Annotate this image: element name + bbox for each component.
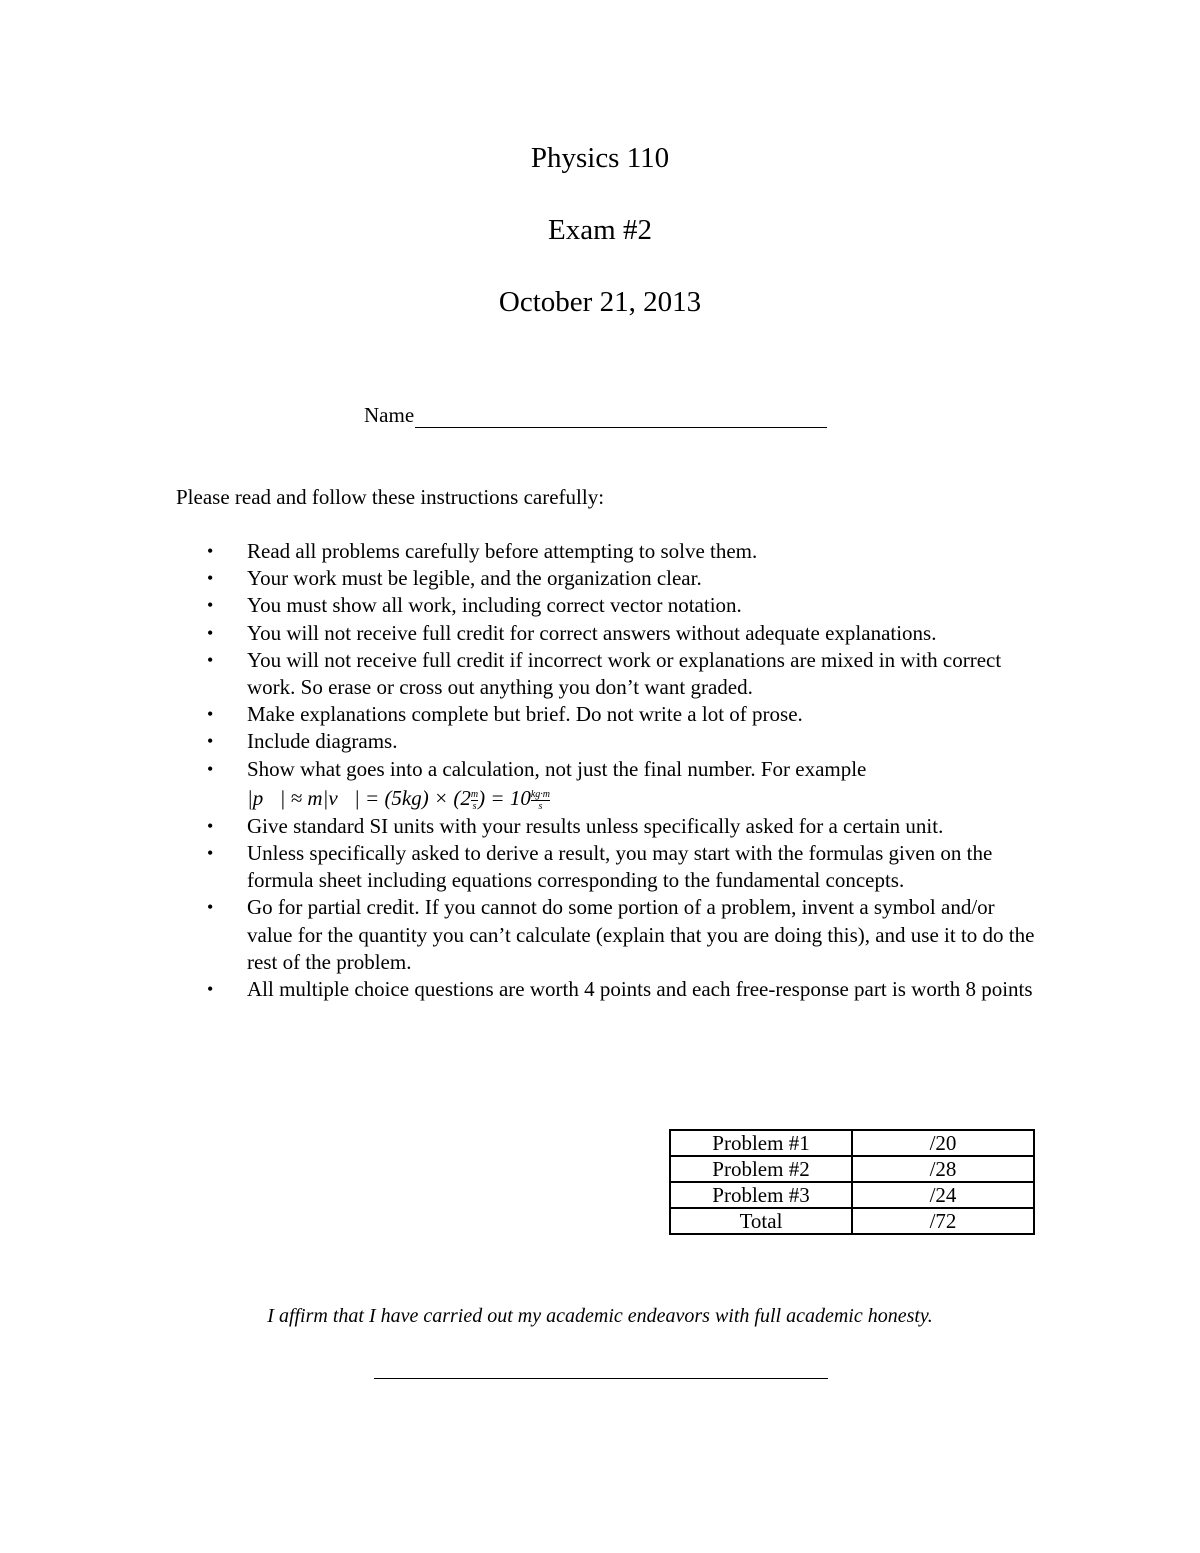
total-score-cell[interactable]: /72 <box>852 1208 1034 1234</box>
problem-label: Problem #3 <box>670 1182 852 1208</box>
list-item: • Give standard SI units with your results unless specifically asked for a certain unit. <box>207 813 1037 840</box>
list-item: • Unless specifically asked to derive a result, you may start with the formulas given on the formula sheet including equations corresponding to the fundamental concepts. <box>207 841 993 893</box>
bullet-icon: • <box>207 758 214 779</box>
bullet-icon: • <box>207 568 214 589</box>
score-cell[interactable]: /28 <box>852 1156 1034 1182</box>
bullet-icon: • <box>207 815 214 836</box>
bullet-icon: • <box>207 979 214 1000</box>
list-item: • Go for partial credit. If you cannot do some portion of a problem, invent a symbol and/or value for the quantity you can’t calculate (explain that you are doing this), and use it to do the rest of the problem. <box>207 895 1035 974</box>
list-item: • You will not receive full credit for correct answers without adequate explanations. <box>207 620 1037 647</box>
name-field <box>364 403 827 428</box>
instructions-intro: Please read and follow these instructions carefully: <box>176 485 605 509</box>
course-title: Physics 110 <box>530 142 670 174</box>
unit-fraction-m-per-s: $\frac{m}{s}$ <box>470 788 479 812</box>
name-blank-line[interactable] <box>415 403 827 428</box>
exam-date: October 21, 2013 <box>498 286 702 318</box>
total-label: Total <box>670 1208 852 1234</box>
table-row <box>670 1208 1034 1234</box>
honesty-affirmation: I affirm that I have carried out my academic endeavors with full academic honesty. <box>267 1305 933 1327</box>
list-item: • Your work must be legible, and the organization clear. <box>207 565 1037 592</box>
list-item: • All multiple choice questions are worth 4 points and each free-response part is worth 8 points <box>207 976 1037 1003</box>
bullet-icon: • <box>207 595 214 616</box>
list-item: • Show what goes into a calculation, not just the final number. For example |p⃗| ≈ m|v⃗| = (5kg) × (2 $\frac{m}{s}$ ) = 10 $\frac{kg\cdot m}{s}$ <box>207 756 1037 813</box>
instructions-list <box>207 538 1037 1003</box>
bullet-icon: • <box>207 649 214 670</box>
signature-line[interactable] <box>374 1378 828 1379</box>
list-item: • You will not receive full credit if incorrect work or explanations are mixed in with correct work. So erase or cross out anything you don’t want graded. <box>207 647 1002 700</box>
list-item: • Include diagrams. <box>207 728 1037 755</box>
exam-title: Exam #2 <box>548 214 652 246</box>
table-row <box>670 1130 1034 1156</box>
problem-label: Problem #1 <box>670 1130 852 1156</box>
bullet-icon: • <box>207 541 214 561</box>
bullet-icon: • <box>207 622 214 643</box>
problem-label: Problem #2 <box>670 1156 852 1182</box>
list-item: • You must show all work, including correct vector notation. <box>207 592 1037 619</box>
list-item: • Read all problems carefully before attempting to solve them. <box>207 538 1037 565</box>
table-row <box>670 1156 1034 1182</box>
unit-fraction-kgm-per-s: $\frac{kg\cdot m}{s}$ <box>530 788 550 812</box>
bullet-icon: • <box>207 731 214 752</box>
bullet-icon: • <box>207 897 214 918</box>
table-row <box>670 1182 1034 1208</box>
list-item: • Make explanations complete but brief. Do not write a lot of prose. <box>207 701 1037 728</box>
score-cell[interactable]: /20 <box>852 1130 1034 1156</box>
bullet-icon: • <box>207 704 214 725</box>
name-label: Name <box>364 403 415 427</box>
score-table <box>669 1129 1035 1235</box>
bullet-icon: • <box>207 843 214 864</box>
example-formula: |p⃗| ≈ m|v⃗| = (5kg) × (2 $\frac{m}{s}$ ) = 10 $\frac{kg\cdot m}{s}$ <box>247 785 550 812</box>
score-cell[interactable]: /24 <box>852 1182 1034 1208</box>
